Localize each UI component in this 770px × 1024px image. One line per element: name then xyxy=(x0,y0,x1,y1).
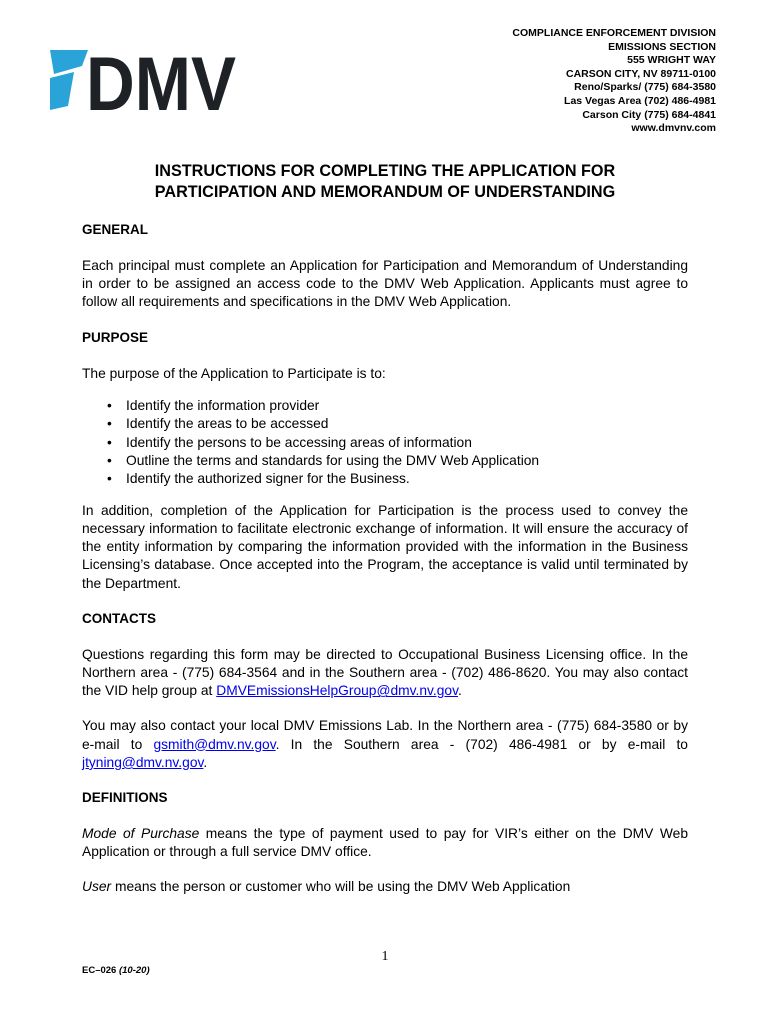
contacts-paragraph-2 xyxy=(82,717,688,772)
definition-user xyxy=(82,878,688,896)
address-line: www.dmvnv.com xyxy=(631,122,716,135)
form-code xyxy=(82,965,150,976)
title-line-1: INSTRUCTIONS FOR COMPLETING THE APPLICATION FOR xyxy=(154,162,616,180)
logo-text: DMV xyxy=(86,44,237,116)
address-line: 555 WRIGHT WAY xyxy=(627,54,716,67)
definition-text: means the type of payment used to pay for VIR’s either on the DMV Web Application or through a full service DMV office. xyxy=(82,826,688,860)
form-code-date: (10-20) xyxy=(118,965,150,976)
address-line: Carson City (775) 684-4841 xyxy=(582,108,716,121)
form-code-number: EC–026 xyxy=(82,965,117,976)
address-line: CARSON CITY, NV 89711-0100 xyxy=(566,67,716,80)
general-text: Each principal must complete an Application for Participation and Memorandum of Understanding in order to be assigned an access code to the DMV Web Application. Applicants must agree to follow all requirements and specifications in the DMV Web Application. xyxy=(82,258,688,310)
contacts-text: Questions regarding this form may be directed to Occupational Business Licensing office. In the Northern area - (775) 684-3564 and in the Southern area - (702) 486-8620. You may also contact the VID help group at xyxy=(82,646,688,699)
jtyning-email-link[interactable]: jtyning@dmv.nv.gov xyxy=(82,754,204,770)
purpose-intro: The purpose of the Application to Participate is to: xyxy=(82,365,386,381)
contacts-text: You may also contact your local DMV Emissions Lab. In the Northern area - (775) 684-3580 or by e-mail to xyxy=(82,718,688,752)
list-item: • Outline the terms and standards for using the DMV Web Application xyxy=(126,452,688,470)
address-block xyxy=(512,27,716,136)
address-line: EMISSIONS SECTION xyxy=(608,40,716,53)
definition-mode-of-purchase xyxy=(82,825,688,861)
page-number: 1 xyxy=(381,949,389,964)
definition-term: User xyxy=(82,879,112,895)
contacts-text-end: . xyxy=(203,754,208,770)
purpose-heading: PURPOSE xyxy=(82,329,149,345)
general-heading: GENERAL xyxy=(82,222,149,237)
list-item: • Identify the areas to be accessed xyxy=(126,415,688,433)
page-title xyxy=(82,161,688,203)
contacts-paragraph-1 xyxy=(82,646,688,701)
gsmith-email-link[interactable]: gsmith@dmv.nv.gov xyxy=(153,736,276,752)
document-body xyxy=(82,221,688,897)
help-group-email-link[interactable]: DMVEmissionsHelpGroup@dmv.nv.gov xyxy=(216,683,458,699)
contacts-text: . In the Southern area - (702) 486-4981 or by e-mail to xyxy=(275,736,688,752)
dmv-logo xyxy=(44,44,244,116)
purpose-list xyxy=(82,397,688,489)
address-line: COMPLIANCE ENFORCEMENT DIVISION xyxy=(512,27,716,39)
definitions-heading: DEFINITIONS xyxy=(82,790,168,806)
address-line: Reno/Sparks/ (775) 684-3580 xyxy=(574,81,716,94)
definition-text: means the person or customer who will be using the DMV Web Application xyxy=(111,879,571,895)
definition-term: Mode of Purchase xyxy=(82,826,200,842)
purpose-text: In addition, completion of the Application for Participation is the process used to convey the necessary information to facilitate electronic exchange of information. It will ensure the accuracy of the entity information by comparing the information provided with the information in the Business Licensing’s database. Once accepted into the Program, the acceptance is valid until terminated by the Department. xyxy=(82,502,688,591)
list-item: • Identify the information provider xyxy=(126,397,688,415)
list-item: • Identify the authorized signer for the Business. xyxy=(126,470,688,488)
address-line: Las Vegas Area (702) 486-4981 xyxy=(564,94,716,107)
contacts-text-end: . xyxy=(457,683,462,699)
contacts-heading: CONTACTS xyxy=(82,610,156,626)
list-item: • Identify the persons to be accessing areas of information xyxy=(126,434,688,452)
dmv-logo-graphic xyxy=(44,44,244,116)
title-line-2: PARTICIPATION AND MEMORANDUM OF UNDERSTANDING xyxy=(154,183,616,201)
